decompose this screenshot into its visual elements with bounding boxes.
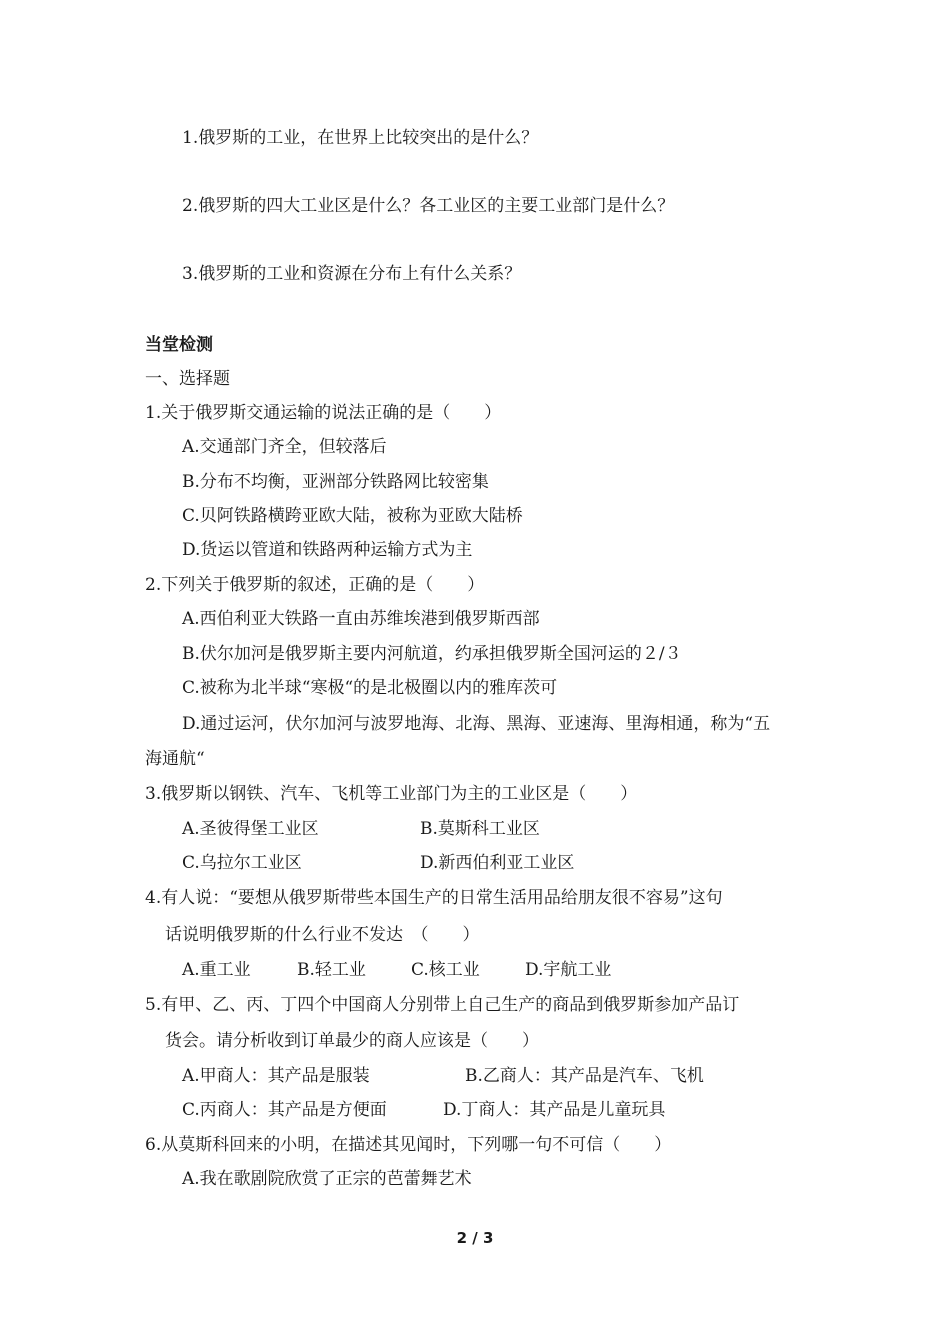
question-3-option-a: A.圣彼得堡工业区 bbox=[182, 819, 319, 839]
question-6-stem: 6.从莫斯科回来的小明，在描述其见闻时，下列哪一句不可信（ ） bbox=[145, 1135, 672, 1155]
question-2-option-d-line2: 海通航“ bbox=[145, 749, 205, 769]
question-2-option-b: B.伏尔加河是俄罗斯主要内河航道，约承担俄罗斯全国河运的２/３ bbox=[182, 644, 682, 664]
question-4-stem-line2: 话说明俄罗斯的什么行业不发达 （ ） bbox=[165, 925, 480, 945]
question-5-option-a: A.甲商人：其产品是服装 bbox=[182, 1066, 370, 1086]
question-5-option-d: D.丁商人：其产品是儿童玩具 bbox=[443, 1100, 666, 1120]
question-4-option-d: D.宇航工业 bbox=[525, 960, 612, 980]
question-4-option-c: C.核工业 bbox=[411, 960, 480, 980]
question-5-stem-line1: 5.有甲、乙、丙、丁四个中国商人分别带上自己生产的商品到俄罗斯参加产品订 bbox=[145, 995, 740, 1015]
question-2-stem: 2.下列关于俄罗斯的叙述，正确的是（ ） bbox=[145, 575, 485, 595]
question-2-option-a: A.西伯利亚大铁路一直由苏维埃港到俄罗斯西部 bbox=[182, 609, 540, 629]
section-title: 当堂检测 bbox=[145, 335, 213, 355]
question-4-stem-line1: 4.有人说：“要想从俄罗斯带些本国生产的日常生活用品给朋友很不容易”这句 bbox=[145, 888, 723, 908]
question-2-option-c: C.被称为北半球“寒极“的是北极圈以内的雅库茨可 bbox=[182, 678, 558, 698]
question-4-option-b: B.轻工业 bbox=[297, 960, 366, 980]
question-3-option-b: B.莫斯科工业区 bbox=[420, 819, 540, 839]
question-2-option-d-line1: D.通过运河，伏尔加河与波罗地海、北海、黑海、亚速海、里海相通，称为“五 bbox=[182, 714, 771, 734]
study-question-3: 3.俄罗斯的工业和资源在分布上有什么关系？ bbox=[182, 264, 522, 284]
part-title: 一、选择题 bbox=[145, 369, 230, 389]
question-5-option-c: C.丙商人：其产品是方便面 bbox=[182, 1100, 387, 1120]
question-3-stem: 3.俄罗斯以钢铁、汽车、飞机等工业部门为主的工业区是（ ） bbox=[145, 784, 638, 804]
question-5-stem-line2: 货会。请分析收到订单最少的商人应该是（ ） bbox=[165, 1031, 539, 1051]
study-question-2: 2.俄罗斯的四大工业区是什么？各工业区的主要工业部门是什么？ bbox=[182, 196, 675, 216]
question-1-option-d: D.货运以管道和铁路两种运输方式为主 bbox=[182, 540, 473, 560]
question-5-option-b: B.乙商人：其产品是汽车、飞机 bbox=[465, 1066, 704, 1086]
question-3-option-c: C.乌拉尔工业区 bbox=[182, 853, 302, 873]
question-4-option-a: A.重工业 bbox=[182, 960, 251, 980]
question-1-option-a: A.交通部门齐全，但较落后 bbox=[182, 437, 387, 457]
question-1-stem: 1.关于俄罗斯交通运输的说法正确的是（ ） bbox=[145, 403, 502, 423]
question-1-option-c: C.贝阿铁路横跨亚欧大陆，被称为亚欧大陆桥 bbox=[182, 506, 523, 526]
study-question-1: 1.俄罗斯的工业，在世界上比较突出的是什么？ bbox=[182, 128, 539, 148]
question-6-option-a: A.我在歌剧院欣赏了正宗的芭蕾舞艺术 bbox=[182, 1169, 472, 1189]
question-3-option-d: D.新西伯利亚工业区 bbox=[420, 853, 575, 873]
page-number: 2 / 3 bbox=[456, 1229, 494, 1247]
question-1-option-b: B.分布不均衡，亚洲部分铁路网比较密集 bbox=[182, 472, 489, 492]
